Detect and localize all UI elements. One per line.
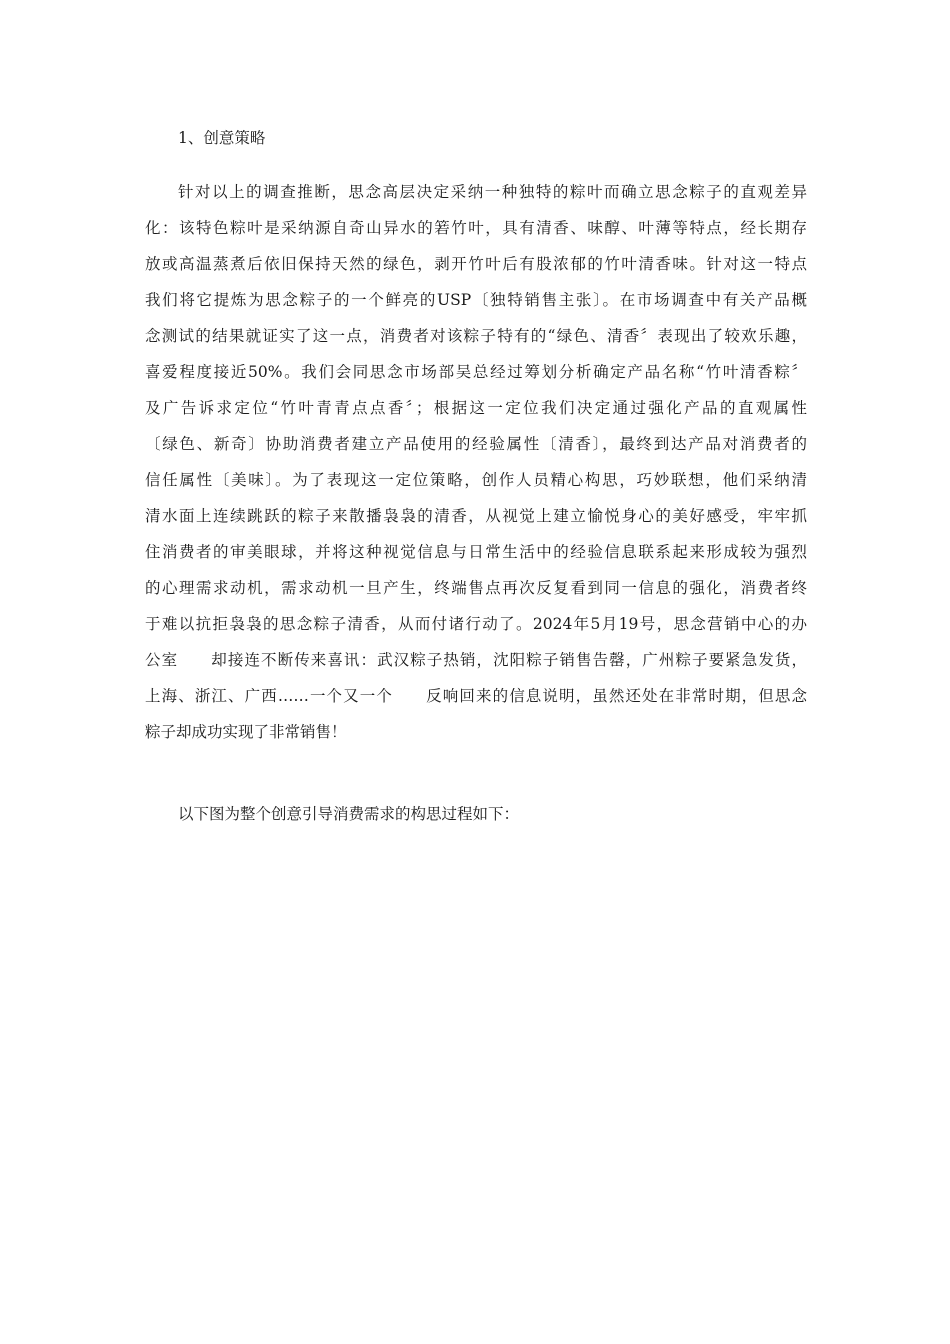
paragraph-line: 清水面上连续跳跃的粽子来散播袅袅的清香，从视觉上建立愉悦身心的美好感受，牢牢抓	[145, 507, 807, 525]
paragraph-line: 公室 却接连不断传来喜讯：武汉粽子热销，沈阳粽子销售告罄，广州粽子要紧急发货，	[145, 651, 807, 669]
paragraph-line: 于难以抗拒袅袅的思念粽子清香，从而付诸行动了。2024年5月19号，思念营销中心的办	[145, 615, 807, 633]
section-heading: 1、创意策略	[178, 129, 266, 147]
paragraph-line: 住消费者的审美眼球，并将这种视觉信息与日常生活中的经验信息联系起来形成较为强烈	[145, 543, 807, 561]
paragraph-line: 念测试的结果就证实了这一点，消费者对该粽子特有的“绿色、清香〞表现出了较欢乐趣，	[145, 327, 807, 345]
paragraph-line: 化：该特色粽叶是采纳源自奇山异水的箬竹叶，具有清香、味醇、叶薄等特点，经长期存	[145, 219, 807, 237]
paragraph-line: 上海、浙江、广西……一个又一个 反响回来的信息说明，虽然还处在非常时期，但思念	[145, 687, 807, 705]
paragraph-line: 我们将它提炼为思念粽子的一个鲜亮的USP〔独特销售主张〕。在市场调查中有关产品概	[145, 291, 807, 309]
paragraph-line: 喜爱程度接近50%。我们会同思念市场部吴总经过筹划分析确定产品名称“竹叶清香粽〞	[145, 363, 807, 381]
paragraph-line: 放或高温蒸煮后依旧保持天然的绿色，剥开竹叶后有股浓郁的竹叶清香味。针对这一特点	[145, 255, 807, 273]
paragraph-line: 〔绿色、新奇〕协助消费者建立产品使用的经验属性〔清香〕，最终到达产品对消费者的	[145, 435, 807, 453]
paragraph-line: 的心理需求动机，需求动机一旦产生，终端售点再次反复看到同一信息的强化，消费者终	[145, 579, 807, 597]
closing-sentence: 以下图为整个创意引导消费需求的构思过程如下：	[178, 805, 520, 823]
paragraph-line: 信任属性〔美味〕。为了表现这一定位策略，创作人员精心构思，巧妙联想，他们采纳清	[145, 471, 807, 489]
paragraph-line: 针对以上的调查推断，思念高层决定采纳一种独特的粽叶而确立思念粽子的直观差异	[178, 183, 807, 201]
paragraph-line: 粽子却成功实现了非常销售！	[145, 723, 347, 741]
paragraph-line: 及广告诉求定位“竹叶青青点点香〞；根据这一定位我们决定通过强化产品的直观属性	[145, 399, 807, 417]
